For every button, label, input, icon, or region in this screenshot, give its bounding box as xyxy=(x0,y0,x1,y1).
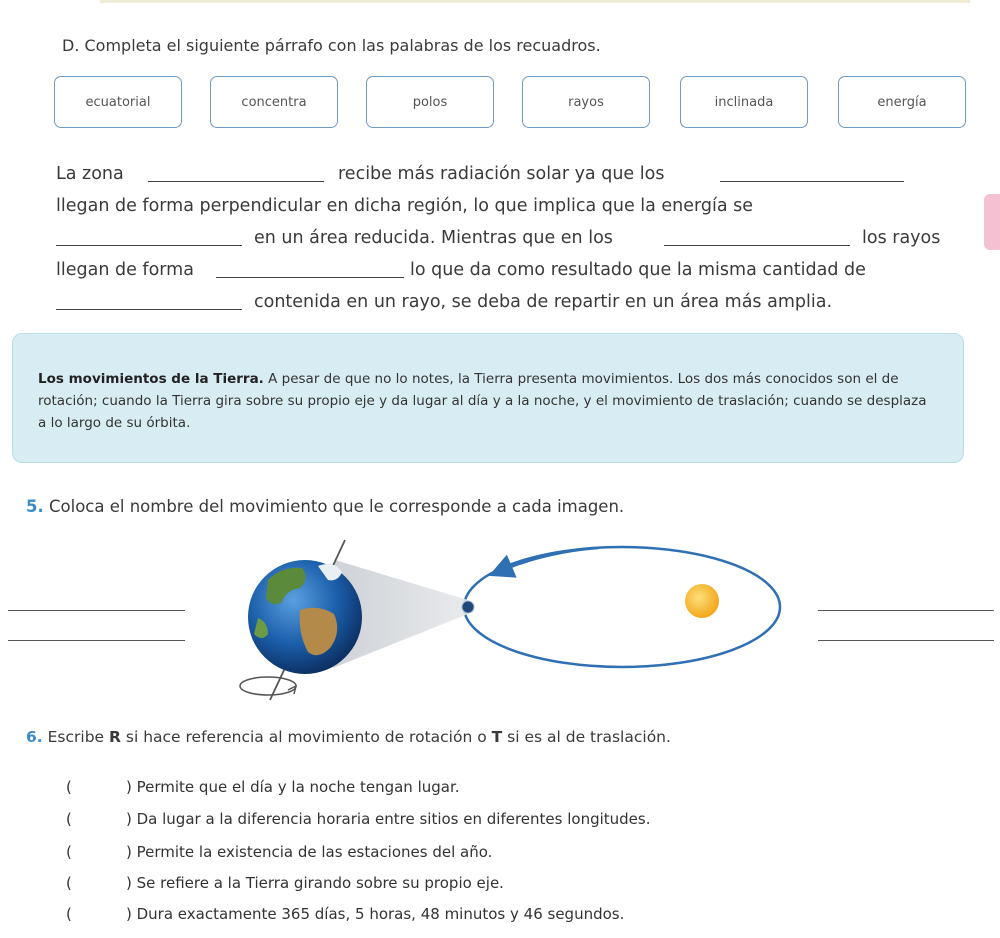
answer-slot[interactable]: ( xyxy=(66,843,72,861)
exercise-6-letter-r: R xyxy=(109,728,121,746)
exercise-6-number: 6. xyxy=(26,728,43,746)
orbit-diagram xyxy=(464,547,780,667)
exercise-5-text: Coloca el nombre del movimiento que le corresponde a cada imagen. xyxy=(49,497,625,516)
orbit-ellipse xyxy=(464,547,780,667)
answer-slot[interactable]: ( xyxy=(66,778,72,796)
word-box-energia[interactable]: energía xyxy=(838,76,966,128)
info-box-body: A pesar de que no lo notes, la Tierra presenta movimientos. Los dos más conocidos son el de rotación; cuando la Tierra gira sobre su propio eje y da lugar al día y a la noche, y el movimiento de traslación; cuando se desplaza a lo largo de su órbita. xyxy=(38,371,927,431)
exercise-6-letter-t: T xyxy=(491,728,503,746)
exercise-6-item-3[interactable] xyxy=(66,843,492,861)
exercise-6-item-2[interactable] xyxy=(66,810,651,828)
answer-slot[interactable]: ( xyxy=(66,905,72,923)
word-box-rayos[interactable]: rayos xyxy=(522,76,650,128)
paragraph-line3-end: los rayos xyxy=(862,228,941,248)
paragraph-line2: llegan de forma perpendicular en dicha región, lo que implica que la energía se xyxy=(56,196,754,216)
item-text: ) Permite que el día y la noche tengan lugar. xyxy=(126,778,460,796)
paragraph-line1-end: recibe más radiación solar ya que los xyxy=(338,164,665,184)
answer-slot[interactable]: ( xyxy=(66,874,72,892)
word-box-ecuatorial[interactable]: ecuatorial xyxy=(54,76,182,128)
item-text: ) Da lugar a la diferencia horaria entre sitios en diferentes longitudes. xyxy=(126,810,651,828)
exercise-6-instruction xyxy=(26,728,671,746)
item-text: ) Dura exactamente 365 días, 5 horas, 48 minutos y 46 segundos. xyxy=(126,905,625,923)
paragraph-line3-mid: en un área reducida. Mientras que en los xyxy=(254,228,613,248)
paragraph-line5: contenida en un rayo, se deba de repartir en un área más amplia. xyxy=(254,292,833,312)
info-box-title: Los movimientos de la Tierra. xyxy=(38,371,264,387)
exercise-6-text-c: si es al de traslación. xyxy=(507,728,671,746)
section-d-instruction: D. Completa el siguiente párrafo con las palabras de los recuadros. xyxy=(62,36,601,55)
paragraph-line4-end: lo que da como resultado que la misma cantidad de xyxy=(410,260,866,280)
exercise-6-item-1[interactable] xyxy=(66,778,460,796)
exercise-6-item-4[interactable] xyxy=(66,874,504,892)
item-text: ) Se refiere a la Tierra girando sobre su propio eje. xyxy=(126,874,504,892)
exercise-6-text-b: si hace referencia al movimiento de rotación o xyxy=(125,728,487,746)
word-box-concentra[interactable]: concentra xyxy=(210,76,338,128)
sun-icon xyxy=(685,584,719,618)
exercise-6-item-5[interactable] xyxy=(66,905,624,923)
word-box-polos[interactable]: polos xyxy=(366,76,494,128)
answer-slot[interactable]: ( xyxy=(66,810,72,828)
paragraph-line4-start: llegan de forma xyxy=(56,260,194,280)
word-box-inclinada[interactable]: inclinada xyxy=(680,76,808,128)
item-text: ) Permite la existencia de las estaciones del año. xyxy=(126,843,493,861)
exercise-5-number: 5. xyxy=(26,497,44,516)
small-earth-icon xyxy=(462,601,474,613)
orbit-arrow-icon xyxy=(498,548,598,572)
exercise-6-text-a: Escribe xyxy=(47,728,105,746)
paragraph-line1-start: La zona xyxy=(56,164,124,184)
